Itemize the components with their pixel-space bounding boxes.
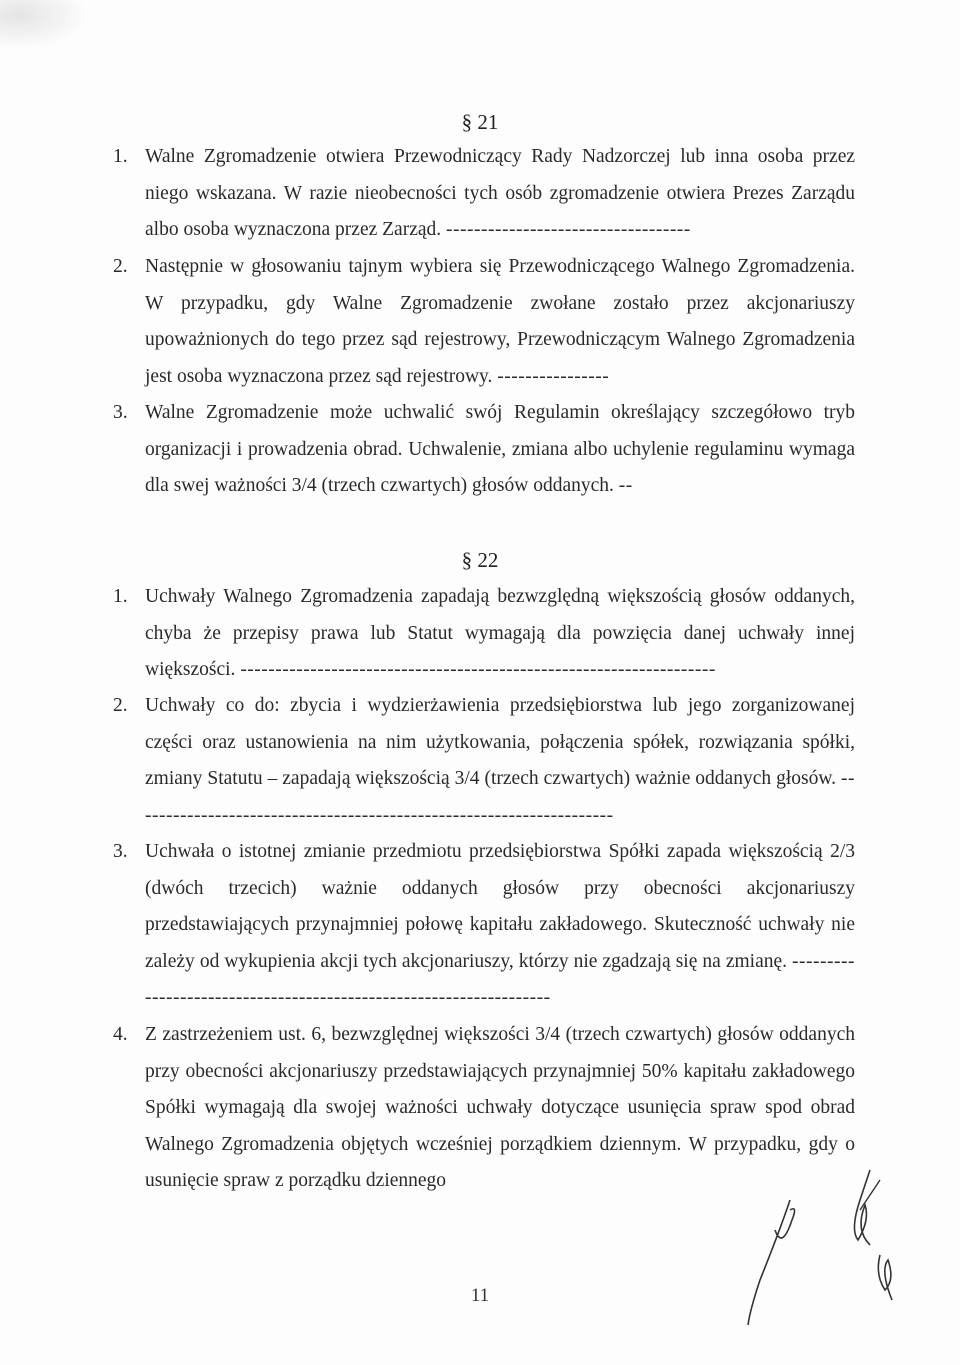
filler-dashes: ----------------------------------- bbox=[446, 219, 691, 241]
filler-dashes: -------------------------------------------------------------------- bbox=[240, 659, 716, 681]
filler-dashes: ---------------- bbox=[497, 365, 610, 387]
item-number: 3. bbox=[113, 402, 128, 423]
item-text: Uchwały co do: zbycia i wydzierżawienia przedsiębiorstwa lub jego zorganizowanej części oraz ustanowienia na nim użytkowania, połączenia spółek, rozwiązania spółki, zmiany Statutu – zapadają większością 3/4 (trzech czwartych) ważnie oddanych głosów. bbox=[145, 695, 855, 790]
section-22-heading: § 22 bbox=[461, 548, 499, 572]
section-22-item-2 bbox=[113, 688, 855, 834]
item-number: 2. bbox=[113, 256, 128, 277]
item-text-block bbox=[145, 688, 855, 834]
item-text-block bbox=[145, 139, 855, 249]
filler-dashes: --------------------------------------------------------------------- bbox=[145, 768, 855, 826]
page-number: 11 bbox=[470, 1285, 490, 1306]
item-number: 1. bbox=[113, 586, 128, 607]
item-text: Walne Zgromadzenie otwiera Przewodniczący Rady Nadzorczej lub inna osoba przez niego wskazana. W razie nieobecności tych osób zgromadzenie otwiera Prezes Zarządu albo osoba wyznaczona przez Zarząd. bbox=[145, 146, 855, 241]
filler-dashes: ------------------------------------------------------------------- bbox=[145, 950, 855, 1009]
filler-dashes: -- bbox=[618, 475, 633, 497]
item-text: Z zastrzeżeniem ust. 6, bezwzględnej większości 3/4 (trzech czwartych) głosów oddanych przy obecności akcjonariuszy przedstawiających przynajmniej 50% kapitału zakładowego Spółki wymagają dla swojej ważności uchwały dotyczące usunięcia spraw spod obrad Walnego Zgromadzenia objętych wcześniej porządkiem dziennym. W przypadku, gdy o usunięcie spraw z porządku dziennego bbox=[145, 1024, 855, 1192]
scan-smudge bbox=[0, 0, 90, 50]
section-21-item-2 bbox=[113, 249, 855, 395]
section-22-item-1 bbox=[113, 579, 855, 689]
section-21-heading: § 21 bbox=[461, 110, 499, 134]
item-text: Uchwała o istotnej zmianie przedmiotu przedsiębiorstwa Spółki zapada większością 2/3 (dwóch trzecich) ważnie oddanych głosów przy obecności akcjonariuszy przedstawiających przynajmniej połowę kapitału zakładowego. Skuteczność uchwały nie zależy od wykupienia akcji tych akcjonariuszy, którzy nie zgadzają się na zmianę. bbox=[145, 841, 855, 972]
item-text: Uchwały Walnego Zgromadzenia zapadają bezwzględną większością głosów oddanych, chyba że przepisy prawa lub Statut wymagają dla powzięcia danej uchwały innej większości. bbox=[145, 586, 855, 681]
item-text: Walne Zgromadzenie może uchwalić swój Regulamin określający szczegółowo tryb organizacji i prowadzenia obrad. Uchwalenie, zmiana albo uchylenie regulaminu wymaga dla swej ważności 3/4 (trzech czwartych) głosów oddanych. bbox=[145, 402, 855, 497]
item-text-block bbox=[145, 579, 855, 689]
handwritten-signature bbox=[720, 1160, 920, 1340]
section-21-item-3 bbox=[113, 395, 855, 505]
section-22-item-3 bbox=[113, 834, 855, 1017]
item-text-block bbox=[145, 834, 855, 1017]
item-number: 2. bbox=[113, 695, 128, 716]
item-number: 3. bbox=[113, 841, 128, 862]
item-text-block bbox=[145, 249, 855, 395]
item-number: 1. bbox=[113, 146, 128, 167]
item-text: Następnie w głosowaniu tajnym wybiera się Przewodniczącego Walnego Zgromadzenia. W przypadku, gdy Walne Zgromadzenie zwołane zostało przez akcjonariuszy upoważnionych do tego przez sąd rejestrowy, Przewodniczącym Walnego Zgromadzenia jest osoba wyznaczona przez sąd rejestrowy. bbox=[145, 256, 855, 387]
item-text-block bbox=[145, 395, 855, 505]
item-number: 4. bbox=[113, 1024, 128, 1045]
section-21-item-1 bbox=[113, 139, 855, 249]
